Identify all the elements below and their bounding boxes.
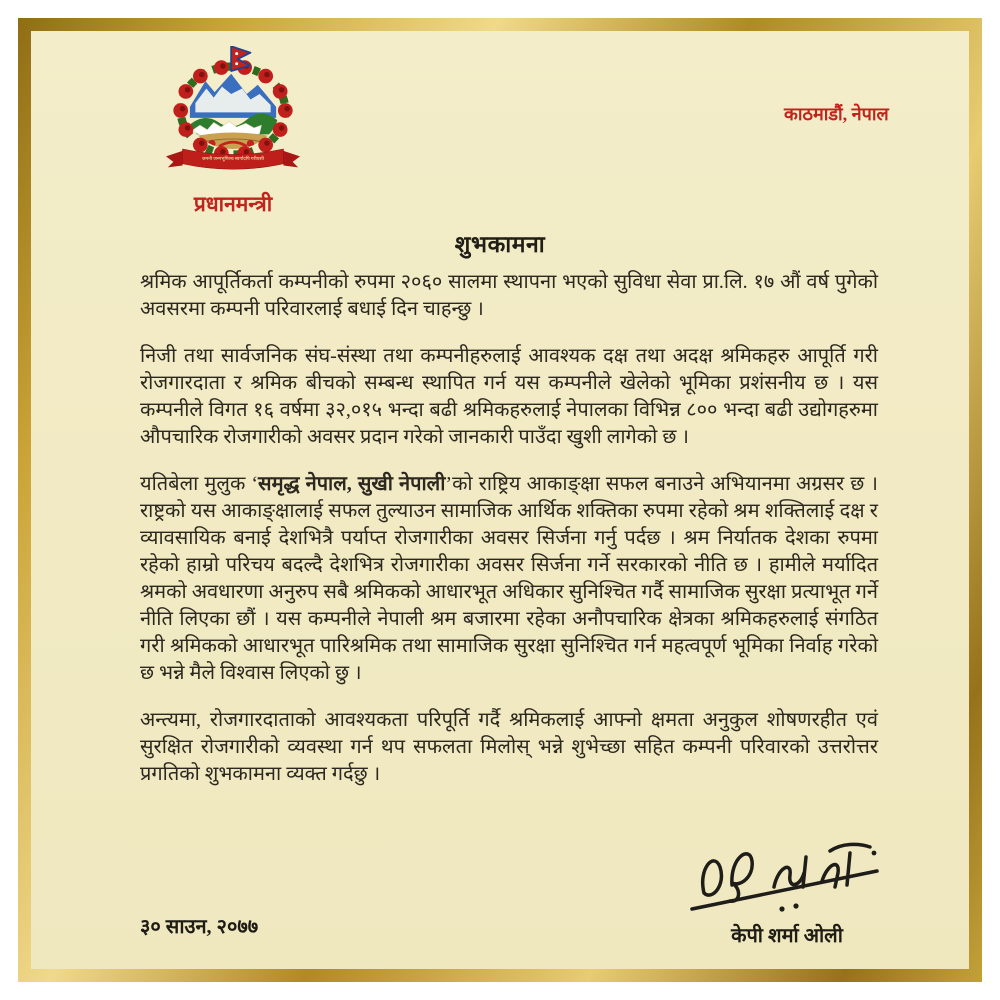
motto-ribbon-icon [166,149,300,169]
letter-paper [31,31,969,969]
signature [682,829,892,919]
signatory-name: केपी शर्मा ओली [731,925,843,947]
paragraph-2: निजी तथा सार्वजनिक संघ-संस्था तथा कम्पनीहरुलाई आवश्यक दक्ष तथा अदक्ष श्रमिकहरु आपूर्ति गरी रोजगारदाता र श्रमिक बीचको सम्बन्ध स्थापित गर्न यस कम्पनीले खेलेको भूमिका प्रशंसनीय छ । यस कम्पनीले विगत १६ वर्षमा ३२,०१५ भन्दा बढी श्रमिकहरुलाई नेपालका विभिन्न ८०० भन्दा बढी उद्योगहरुमा औपचारिक रोजगारीको अवसर प्रदान गरेको जानकारी पाउँदा खुशी लागेको छ । [140,345,878,448]
office-label: प्रधानमन्त्री [193,192,273,216]
paragraph-4: अन्त्यमा, रोजगारदाताको आवश्यकता परिपूर्ति गर्दै श्रमिकलाई आफ्नो क्षमता अनुकुल शोषणरहीत एवं सुरक्षित रोजगारीको व्यवस्था गर्न थप सफलता मिलोस् भन्ने शुभेच्छा सहित कम्पनी परिवारको उत्तरोत्तर प्रगतिको शुभकामना व्यक्त गर्दछु । [140,709,878,785]
paragraph-3-pre: यतिबेला मुलुक ‘ [140,473,259,495]
paragraph-3 [140,471,878,687]
gold-border-frame [18,18,982,982]
location-label: काठमाडौं, नेपाल [784,104,889,124]
paragraph-1: श्रमिक आपूर्तिकर्ता कम्पनीको रुपमा २०६० सालमा स्थापना भएको सुविधा सेवा प्रा.लि. १७ औं वर्ष पुगेको अवसरमा कम्पनी परिवारलाई बधाई दिन चाहन्छु । [140,271,878,320]
paragraph-3-post: ’को राष्ट्रिय आकाङ्क्षा सफल बनाउने अभियानमा अग्रसर छ । राष्ट्रको यस आकाङ्क्षालाई सफल तुल्याउन सामाजिक आर्थिक शक्तिका रुपमा रहेको श्रम शक्तिलाई दक्ष र व्यावसायिक बनाई देशभित्रै पर्याप्त रोजगारीका अवसर सिर्जना गर्नु पर्दछ । श्रम निर्यातक देशका रुपमा रहेको हाम्रो परिचय बदल्दै देशभित्र रोजगारीका अवसर सिर्जना गर्ने सरकारको नीति छ । हामीले मर्यादित श्रमको अवधारणा अनुरुप सबै श्रमिकको आधारभूत अधिकार सुनिश्चित गर्दै सामाजिक सुरक्षा प्रत्याभूत गर्ने नीति लिएका छौं । यस कम्पनीले नेपाली श्रम बजारमा रहेका अनौपचारिक क्षेत्रका श्रमिकहरुलाई संगठित गरी श्रमिकको आधारभूत पारिश्रमिक तथा सामाजिक सुरक्षा सुनिश्चित गर्न महत्वपूर्ण भूमिका निर्वाह गरेको छ भन्ने मैले विश्वास लिएको छु । [140,473,878,684]
letter-body [140,269,878,808]
emblem-motto: जननी जन्मभूमिश्च स्वर्गादपि गरीयसी [202,157,264,163]
nepal-coat-of-arms [155,46,311,175]
letter-title: शुभकामना [454,232,546,257]
signature-block [667,829,907,948]
paragraph-3-bold-slogan: समृद्ध नेपाल, सुखी नेपाली [258,473,446,495]
letter-date: ३० साउन, २०७७ [140,916,259,938]
